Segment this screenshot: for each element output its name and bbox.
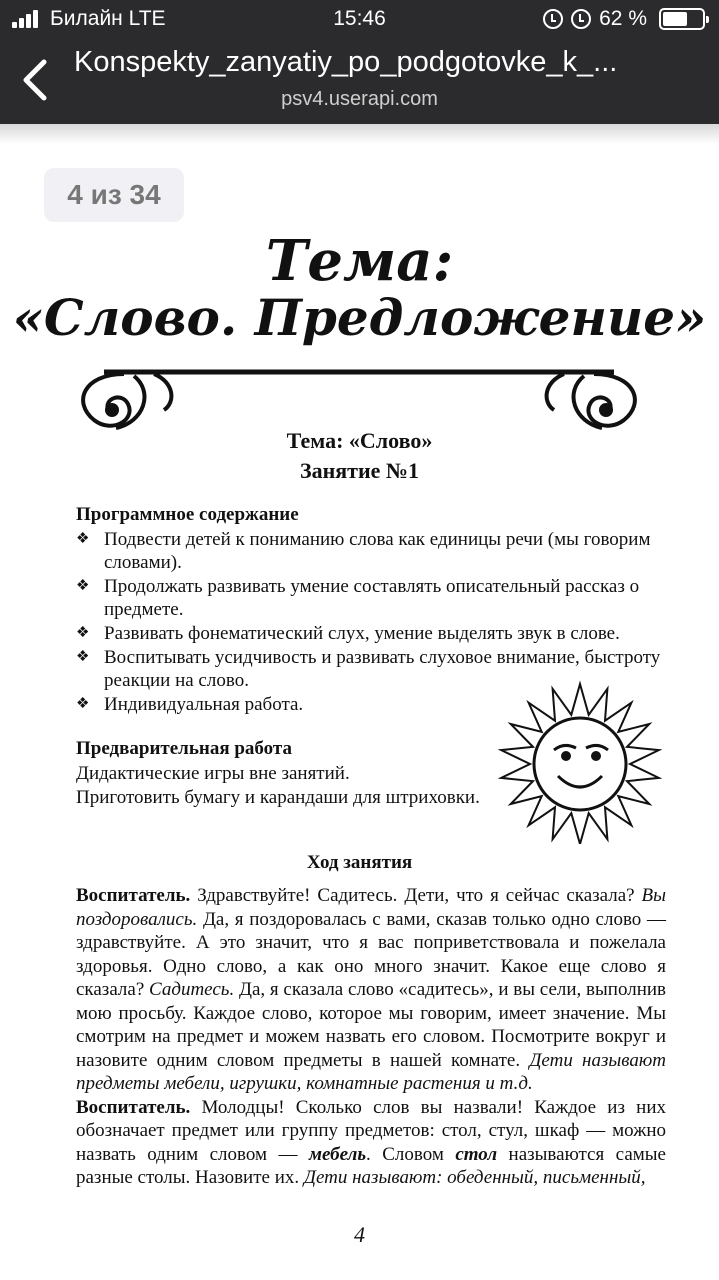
alarm-icon: [543, 9, 563, 29]
toolbar-shadow: [0, 124, 719, 144]
prep-line: Дидактические игры вне занятий.: [76, 763, 350, 784]
speaker-label: Воспитатель.: [76, 1096, 191, 1118]
battery-icon: [659, 8, 705, 30]
text-run: Молодцы! Сколько слов вы назвали! Каждое из них обозначает предмет или группу предметов: стол, стул, шкаф — можно назвать одним словом —: [76, 1096, 666, 1165]
program-section-title: Программное содержание: [76, 504, 299, 525]
list-item: ❖ Подвести детей к пониманию слова как единицы речи (мы говорим словами).: [76, 528, 666, 574]
paragraph: [76, 1096, 666, 1190]
topic-title: Тема: «Слово»: [286, 428, 433, 453]
text-run: Вы поздоровались.: [76, 885, 666, 930]
document-url: psv4.userapi.com: [281, 88, 438, 110]
lesson-body: [76, 884, 666, 1190]
prep-section-title: Предварительная работа: [76, 738, 292, 759]
course-title: Ход занятия: [306, 852, 413, 873]
prep-line: Приготовить бумагу и карандаши для штриховки.: [76, 787, 480, 808]
text-run: называются самые разные столы. Назовите их.: [76, 1143, 666, 1188]
list-item: ❖ Продолжать развивать умение составлять описательный рассказ о предмете.: [76, 575, 666, 621]
text-run: Здравствуйте! Садитесь. Дети, что я сейчас сказала?: [190, 885, 642, 906]
clock: 15:46: [333, 7, 386, 30]
carrier-label: Билайн LTE: [50, 7, 166, 30]
list-item: ❖ Развивать фонематический слух, умение выделять звук в слове.: [76, 622, 666, 645]
status-bar: [0, 0, 719, 40]
text-run: стол: [455, 1143, 498, 1165]
text-run: Садитесь.: [149, 979, 235, 1000]
chapter-heading-line2: «Слово. Предложение»: [12, 288, 707, 347]
text-run: Да, я сказала слово «садитесь», и вы сели, выполнив мою просьбу. Каждое слово, которое мы говорим, имеет значение. Мы смотрим на предмет и можем назвать его словом. Посмотрите вокруг и назовите одним словом предметы в нашей комнате.: [76, 979, 666, 1071]
list-item: ❖ Воспитывать усидчивость и развивать слуховое внимание, быстроту реакции на слово.: [76, 646, 666, 692]
rotation-lock-icon: [571, 9, 591, 29]
sun-illustration-icon: [498, 680, 662, 844]
text-run: Да, я поздоровалась с вами, сказав только одно слово — здравствуйте. А это значит, что я вас поприветствовала и пожелала здоровья. Одно слово, а как оно много значит. Какое еще слово я сказала?: [76, 908, 666, 1000]
paragraph: [76, 884, 666, 1096]
list-item: ❖ Индивидуальная работа.: [76, 693, 666, 716]
text-run: Дети называют предметы мебели, игрушки, комнатные растения и т.д.: [76, 1049, 667, 1094]
chapter-heading-line1: Тема:: [265, 228, 454, 294]
speaker-label: Воспитатель.: [76, 885, 191, 906]
page-number: 4: [354, 1222, 365, 1247]
text-run: . Словом: [366, 1143, 456, 1165]
top-bar: [0, 0, 719, 124]
lesson-title: Занятие №1: [299, 458, 420, 483]
text-run: мебель: [308, 1143, 367, 1165]
page-indicator: 4 из 34: [44, 168, 184, 222]
text-run: Дети называют: обеденный, письменный,: [303, 1167, 646, 1188]
battery-percent: 62 %: [599, 7, 647, 30]
document-title: Konspekty_zanyatiy_po_podgotovke_k_...: [74, 46, 618, 78]
